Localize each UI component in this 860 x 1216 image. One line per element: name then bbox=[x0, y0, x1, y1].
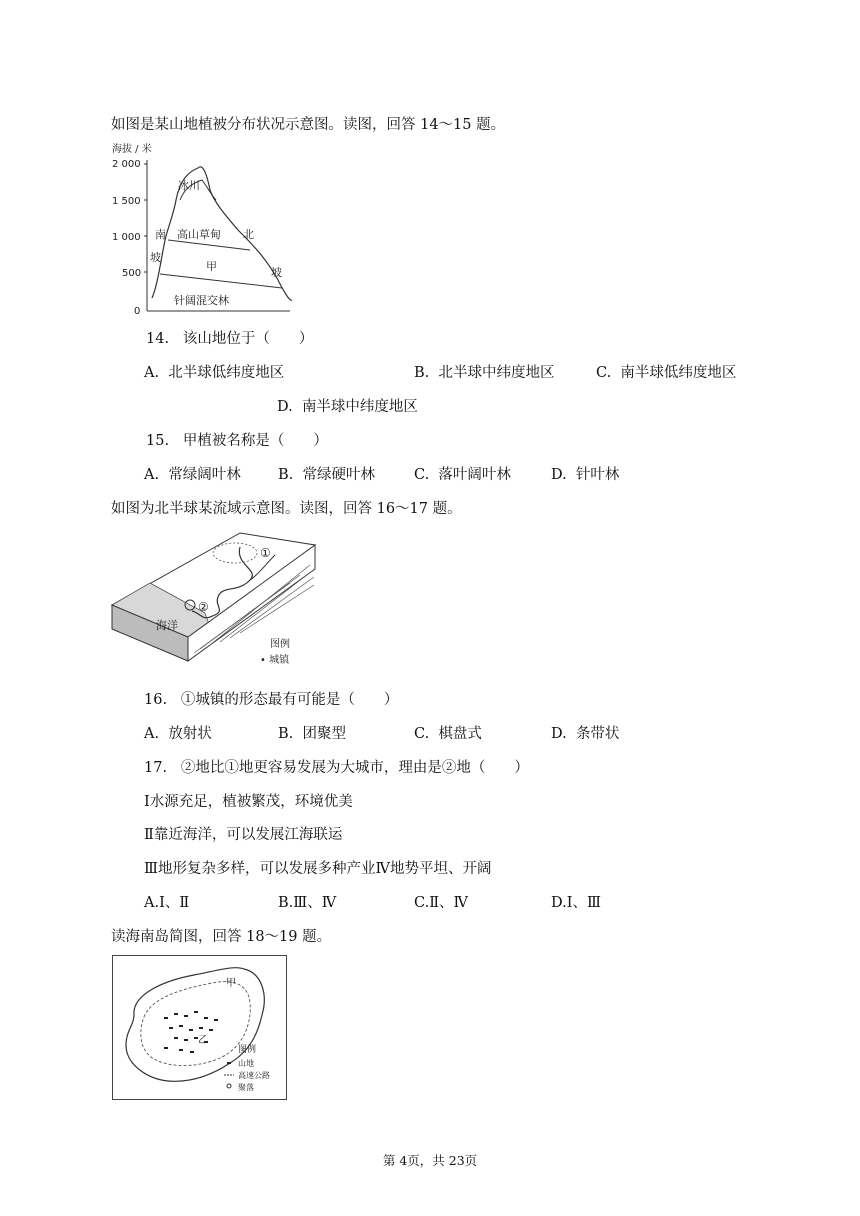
option-a: A. 北半球低纬度地区 bbox=[144, 365, 285, 381]
legend-mountain: 山地 bbox=[238, 1059, 254, 1068]
river-basin-figure bbox=[110, 525, 325, 673]
statement-2: Ⅱ靠近海洋，可以发展江海联运 bbox=[144, 827, 343, 843]
marker-1: ① bbox=[260, 546, 271, 560]
intro-text-2: 如图为北半球某流域示意图。读图，回答 16～17 题。 bbox=[111, 501, 462, 517]
intro-text-1: 如图是某山地植被分布状况示意图。读图，回答 14～15 题。 bbox=[111, 117, 506, 133]
marker-2: ② bbox=[198, 600, 209, 614]
option-a: A. 放射状 bbox=[144, 726, 212, 742]
intro-text-3: 读海南岛简图，回答 18～19 题。 bbox=[111, 929, 332, 945]
statement-3: Ⅲ地形复杂多样，可以发展多种产业Ⅳ地势平坦、开阔 bbox=[144, 861, 492, 877]
legend-settlement: 聚落 bbox=[238, 1083, 254, 1092]
option-b: B. 常绿硬叶林 bbox=[278, 467, 375, 483]
y-tick: 0 bbox=[134, 306, 141, 317]
question-number: 14. bbox=[146, 331, 170, 347]
south-slope-label: 坡 bbox=[150, 251, 161, 264]
mountain-vegetation-figure bbox=[110, 140, 300, 320]
option-d: D. 南半球中纬度地区 bbox=[277, 399, 418, 415]
option-d: D.Ⅰ、Ⅲ bbox=[551, 895, 601, 911]
legend-title: 图例 bbox=[238, 1045, 257, 1055]
y-tick: 1 500 bbox=[112, 196, 141, 207]
hainan-map-figure bbox=[112, 955, 288, 1101]
y-tick: 500 bbox=[122, 268, 142, 279]
legend-expressway: 高速公路 bbox=[238, 1071, 270, 1080]
forest-label: 针阔混交林 bbox=[174, 294, 229, 307]
y-tick: 1 000 bbox=[112, 232, 141, 243]
option-d: D. 针叶林 bbox=[551, 467, 620, 483]
option-b: B.Ⅲ、Ⅳ bbox=[278, 895, 337, 911]
jia-label: 甲 bbox=[226, 978, 236, 989]
glacier-label: 冰川 bbox=[178, 179, 200, 192]
question-14 bbox=[146, 327, 313, 348]
option-a: A.Ⅰ、Ⅱ bbox=[144, 895, 190, 911]
north-slope-label: 坡 bbox=[271, 266, 282, 279]
y-tick: 2 000 bbox=[112, 159, 141, 170]
question-number: 15. bbox=[146, 433, 170, 449]
option-a: A. 常绿阔叶林 bbox=[144, 467, 241, 483]
question-stem: ①城镇的形态最有可能是（ ） bbox=[180, 692, 399, 708]
option-c: C. 落叶阔叶林 bbox=[414, 467, 511, 483]
option-d: D. 条带状 bbox=[551, 726, 620, 742]
jia-label: 甲 bbox=[206, 260, 217, 273]
statement-1: Ⅰ水源充足，植被繁茂，环境优美 bbox=[144, 794, 353, 810]
option-c: C. 棋盘式 bbox=[414, 726, 482, 742]
legend-title: 图例 bbox=[270, 639, 290, 650]
meadow-label: 高山草甸 bbox=[177, 228, 221, 241]
yi-label: 乙 bbox=[198, 1035, 208, 1046]
question-number: 16. bbox=[144, 692, 168, 708]
mountain-outline bbox=[152, 167, 292, 300]
question-16 bbox=[144, 688, 398, 709]
y-axis-label: 海拔 / 米 bbox=[112, 144, 152, 155]
question-17 bbox=[144, 756, 529, 777]
page-footer: 第 4页，共 23页 bbox=[382, 1153, 478, 1168]
question-15 bbox=[146, 429, 328, 450]
question-stem: 甲植被名称是（ ） bbox=[182, 433, 328, 449]
option-c: C. 南半球低纬度地区 bbox=[596, 365, 737, 381]
question-stem: 该山地位于（ ） bbox=[182, 331, 314, 347]
option-b: B. 北半球中纬度地区 bbox=[414, 365, 555, 381]
south-label: 南 bbox=[155, 228, 166, 241]
question-number: 17. bbox=[144, 760, 168, 776]
option-c: C.Ⅱ、Ⅳ bbox=[414, 895, 469, 911]
question-stem: ②地比①地更容易发展为大城市，理由是②地（ ） bbox=[180, 760, 529, 776]
ocean-label: 海洋 bbox=[156, 619, 178, 632]
north-label: 北 bbox=[243, 228, 254, 241]
legend-town: • 城镇 bbox=[260, 655, 290, 666]
option-b: B. 团聚型 bbox=[278, 726, 346, 742]
